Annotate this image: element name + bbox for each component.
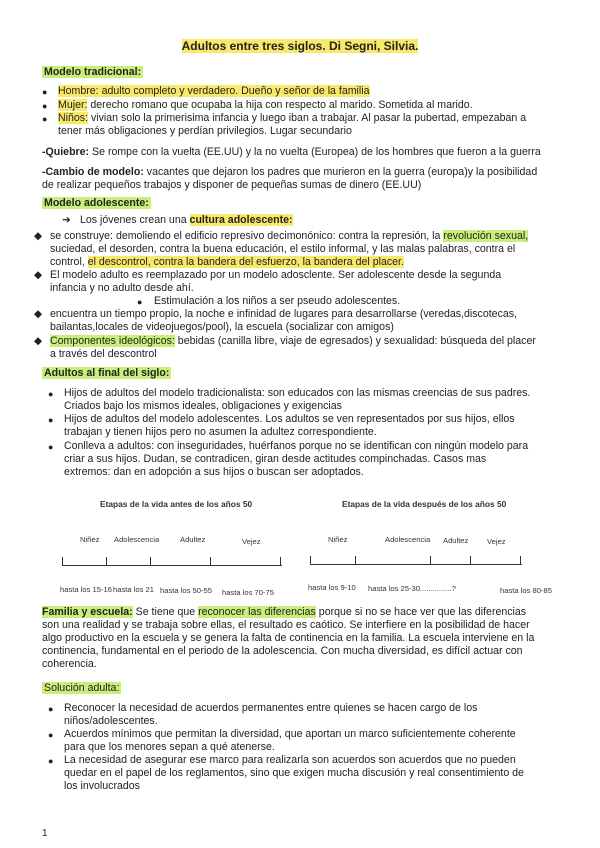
bullet-icon: ● <box>48 756 54 766</box>
diamond-bullet-icon: ◆ <box>34 308 43 320</box>
list-item: Reconocer la necesidad de acuerdos permanentes entre quienes se hacen cargo de los <box>64 702 478 714</box>
bullet-icon: ● <box>48 415 54 425</box>
componentes-line1: Componentes ideológicos: bebidas (canilla libre, viaje de egresados) y sexualidad: búsqueda del placer <box>50 335 536 347</box>
adultos-final-heading: Adultos al final del siglo: <box>44 367 170 379</box>
timeline-tick <box>430 556 431 565</box>
solucion-heading: Solución adulta: <box>44 682 120 694</box>
cambio-paragraph: -Cambio de modelo: vacantes que dejaron los padres que murieron en la guerra (europa)y la posibilidad <box>42 166 538 178</box>
list-item: Niños: vivian solo la primerisima infancia y luego iban a trabajar. Al pasar la pubertad, empezaban a <box>58 112 527 124</box>
construye-line3: control, el descontrol, contra la bandera del esfuerzo, la bandera del placer. <box>50 256 404 268</box>
range-label: hasta los 15-16 <box>60 585 112 594</box>
list-item: Hijos de adultos del modelo adolescentes. Los adultos se ven representados por sus hijos, ellos <box>64 413 515 425</box>
document-title-text: Adultos entre tres siglos. Di Segni, Silvia. <box>181 39 419 53</box>
range-label: hasta los 9-10 <box>308 583 356 592</box>
range-label: hasta los 25-30...............? <box>368 584 456 593</box>
diamond-bullet-icon: ◆ <box>34 269 43 281</box>
diamond-bullet-icon: ◆ <box>34 335 43 347</box>
timeline-tick <box>106 557 107 566</box>
estimulacion-line: Estimulación a los niños a ser pseudo adolescentes. <box>154 295 401 307</box>
stage-label: Adolescencia <box>114 535 160 544</box>
familia-line5: coherencia. <box>42 658 97 670</box>
page-number: 1 <box>42 828 48 839</box>
range-label: hasta los 21 <box>113 585 154 594</box>
diamond-bullet-icon: ◆ <box>34 230 43 242</box>
list-item-continuation: Criados bajo los mismos ideales, obligaciones y exigencias <box>64 400 342 412</box>
diagram-left-title: Etapas de la vida antes de los años 50 <box>100 499 253 509</box>
bullet-icon: ● <box>48 704 54 714</box>
tiempo-line1: encuentra un tiempo propio, la noche e infinidad de lugares para desarrollarse (veredas,discotecas, <box>50 308 517 320</box>
bullet-icon: ● <box>42 87 48 97</box>
bullet-icon: ● <box>48 730 54 740</box>
stage-label: Niñez <box>328 535 348 544</box>
list-item-continuation: niños/adolescentes. <box>64 715 158 727</box>
timeline-tick <box>210 557 211 566</box>
modelo-tradicional-heading: Modelo tradicional: <box>44 66 142 78</box>
diagram-right-title: Etapas de la vida después de los años 50 <box>342 499 507 509</box>
list-item: Mujer: derecho romano que ocupaba la hija con respecto al marido. Sometida al marido. <box>58 99 473 111</box>
familia-line4: continencia, fundamental en el periodo de la adolescencia. Con mucha diversidad, es difícil actuar con <box>42 645 523 657</box>
bullet-icon: ● <box>48 389 54 399</box>
timeline-line <box>310 564 522 565</box>
bullet-icon: ● <box>48 442 54 452</box>
timeline-line <box>62 565 282 566</box>
bullet-icon: ● <box>137 297 143 307</box>
range-label: hasta los 80-85 <box>500 586 552 595</box>
list-item-continuation: criar a sus hijos. Dudan, se contradicen, giran desde actitudes compinchadas. Casos mas <box>64 453 487 465</box>
tiempo-line2: bailantas,locales de videojuegos/pool), la escuela (socializar con amigos) <box>50 321 394 333</box>
list-item-continuation: quedar en el papel de los reglamentos, sino que exigen mucha discusión y real consentimiento de <box>64 767 524 779</box>
stage-label: Vejez <box>487 537 506 546</box>
stage-label: Adultez <box>443 536 469 545</box>
timeline-tick <box>280 557 281 566</box>
list-item: La necesidad de asegurar ese marco para realizarla son acuerdos son acuerdos que no pueden <box>64 754 516 766</box>
construye-line1: se construye: demoliendo el edificio represivo decimonónico: contra la represión, la revolución sexual, <box>50 230 529 242</box>
list-item: Acuerdos mínimos que permitan la diversidad, que aportan un marco suficientemente coherente <box>64 728 516 740</box>
arrow-icon: ➔ <box>62 214 71 226</box>
range-label: hasta los 70-75 <box>222 588 274 597</box>
list-item-continuation: trabajan y tienen hijos pero no asumen la adultez correspondiente. <box>64 426 377 438</box>
quiebre-paragraph: -Quiebre: Se rompe con la vuelta (EE.UU) y la no vuelta (Europea) de los hombres que fueron a la guerra <box>42 146 541 158</box>
modelo-adolescente-heading: Modelo adolescente: <box>44 197 149 209</box>
timeline-tick <box>62 557 63 566</box>
list-item-continuation: los involucrados <box>64 780 140 792</box>
familia-line3: algo productivo en la escuela y se genera la falta de continencia en la familia. La escuela interviene en la <box>42 632 535 644</box>
reemplazado-line1: El modelo adulto es reemplazado por un modelo adosclente. Ser adolescente desde la segunda <box>50 269 502 281</box>
stage-label: Adultez <box>180 535 206 544</box>
cultura-adolescente-line: Los jóvenes crean una cultura adolescente: <box>80 214 293 226</box>
range-label: hasta los 50-55 <box>160 586 212 595</box>
familia-line2: son una realidad y se trabaja sobre ellas, el resultado es caótico. Se interfiere en la posibilidad de hacer <box>42 619 530 631</box>
familia-line1: Familia y escuela: Se tiene que reconocer las diferencias porque si no se hace ver que las diferencias <box>42 606 527 618</box>
construye-line2: suciedad, el desorden, contra la buena educación, el estilo informal, y las malas palabras, contra el <box>50 243 516 255</box>
stage-label: Niñez <box>80 535 100 544</box>
timeline-tick <box>470 556 471 565</box>
list-item: Hombre: adulto completo y verdadero. Dueño y señor de la familia <box>58 85 370 97</box>
list-item: Hijos de adultos del modelo tradicionalista: son educados con las mismas creencias de sus padres. <box>64 387 531 399</box>
reemplazado-line2: infancia y no adulto desde ahí. <box>50 282 194 294</box>
stage-label: Vejez <box>242 537 261 546</box>
timeline-tick <box>520 556 521 565</box>
bullet-icon: ● <box>42 114 48 124</box>
list-item-continuation: para que los menores sepan a qué atenerse. <box>64 741 275 753</box>
list-item: Conlleva a adultos: con inseguridades, huérfanos porque no se identifican con ningún modelo para <box>64 440 529 452</box>
cambio-paragraph-line2: de realizar pequeños trabajos y disponer de pequeñas sumas de dinero (EE.UU) <box>42 179 422 191</box>
componentes-line2: a través del descontrol <box>50 348 157 360</box>
bullet-icon: ● <box>42 101 48 111</box>
list-item-continuation: extremos: dan en adopción a sus hijos o buscan ser adoptados. <box>64 466 364 478</box>
timeline-tick <box>310 556 311 565</box>
timeline-tick <box>150 557 151 566</box>
document-title <box>0 40 600 52</box>
timeline-tick <box>355 556 356 565</box>
stage-label: Adolescencia <box>385 535 431 544</box>
list-item-continuation: tener más obligaciones y perdían privilegios. Lugar secundario <box>58 125 352 137</box>
